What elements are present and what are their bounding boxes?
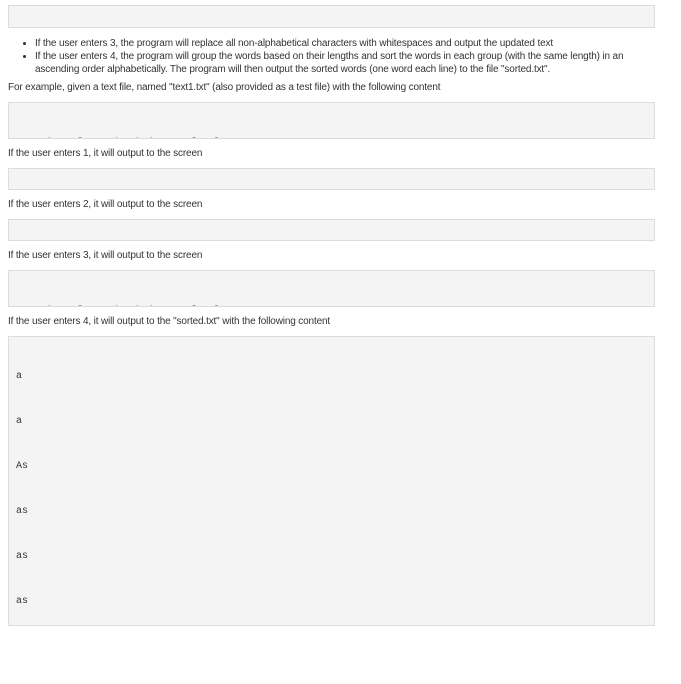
bullet-option-3: • If the user enters 3, the program will replace all non-alphabetical characters with whitespaces and output the updated text xyxy=(35,37,655,50)
sorted-output-code-block xyxy=(8,336,655,626)
option4-intro: If the user enters 4, it will output to the "sorted.txt" with the following content xyxy=(8,316,331,327)
option1-output-code-block xyxy=(8,168,655,190)
option2-output-code-block xyxy=(8,219,655,241)
sample-text-line xyxy=(16,136,647,139)
option3-output-code-block xyxy=(8,270,655,307)
example-intro: For example, given a text file, named "text1.txt" (also provided as a test file) with the following content xyxy=(8,82,441,93)
option3-intro: If the user enters 3, it will output to the screen xyxy=(8,250,203,261)
sorted-word: As xyxy=(16,461,29,472)
sorted-word: as xyxy=(16,596,29,607)
bullet-option-4: • If the user enters 4, the program will group the words based on their lengths and sort the words in each group (with the same length) in an ascending order alphabetically. The program will then output the sorted words (one word each line) to the file "sorted.txt". xyxy=(35,50,655,76)
option3-output-line xyxy=(16,304,647,307)
header-code-block xyxy=(8,5,655,28)
sorted-word: a xyxy=(16,371,23,382)
sample-text-code-block xyxy=(8,102,655,139)
bullet-list-wrapper xyxy=(8,37,655,76)
sorted-word: as xyxy=(16,551,29,562)
option1-intro: If the user enters 1, it will output to the screen xyxy=(8,148,203,159)
sorted-word: a xyxy=(16,416,23,427)
option2-intro: If the user enters 2, it will output to the screen xyxy=(8,199,203,210)
sorted-word: as xyxy=(16,506,29,517)
document-page xyxy=(8,5,655,626)
bullet-list xyxy=(8,37,655,76)
